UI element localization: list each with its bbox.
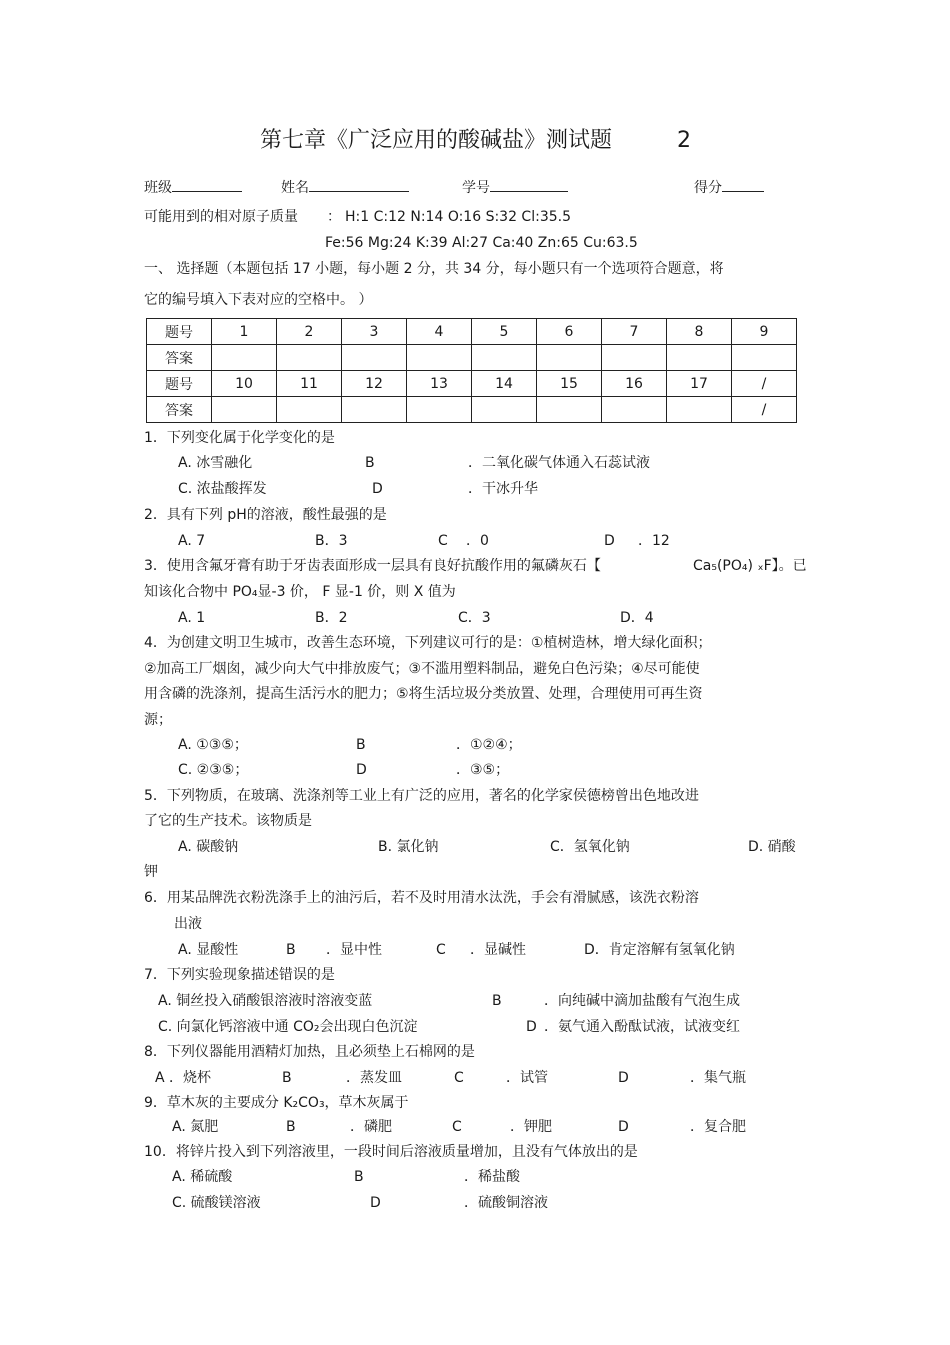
answer-cell[interactable] [342, 397, 407, 423]
student-id-label: 学号 [462, 180, 490, 196]
q4-option-a[interactable]: A. ①③⑤； [178, 737, 248, 753]
q6-stem-line2: 出液 [174, 916, 202, 932]
q6-option-c-letter[interactable]: C [436, 942, 446, 958]
q3-formula: Ca₅(PO₄) ₓF】。已 [693, 558, 807, 574]
q9-stem: 9．草木灰的主要成分 K₂CO₃，草木灰属于 [144, 1095, 409, 1111]
q2-option-b[interactable]: B．3 [315, 533, 348, 549]
question-number-cell: 9 [732, 319, 797, 345]
q6-option-b-letter[interactable]: B [286, 942, 296, 958]
q3-stem-line1: 3．使用含氟牙膏有助于牙齿表面形成一层具有良好抗酸作用的氟磷灰石【 [144, 558, 601, 574]
answer-cell-slash: / [732, 397, 797, 423]
q7-option-b-letter[interactable]: B [492, 993, 502, 1009]
q6-option-c[interactable]: ．显碱性 [470, 942, 526, 958]
q1-option-b-letter[interactable]: B [365, 455, 375, 471]
q2-stem: 2．具有下列 pH的溶液，酸性最强的是 [144, 507, 387, 523]
q1-option-a[interactable]: A. 冰雪融化 [178, 455, 253, 471]
q1-stem: 1．下列变化属于化学变化的是 [144, 430, 335, 446]
question-number-cell: 12 [342, 371, 407, 397]
q9-option-d[interactable]: ．复合肥 [690, 1119, 746, 1135]
student-id-blank[interactable] [490, 177, 568, 192]
answer-cell[interactable] [537, 345, 602, 371]
q8-option-d-letter[interactable]: D [618, 1070, 629, 1086]
name-label: 姓名 [281, 180, 309, 196]
score-label: 得分 [694, 180, 722, 196]
question-number-cell: 4 [407, 319, 472, 345]
page-title: 第七章《广泛应用的酸碱盐》测试题 [260, 128, 613, 153]
q8-option-c-letter[interactable]: C [454, 1070, 464, 1086]
answer-cell[interactable] [472, 345, 537, 371]
section-heading-line1: 一、 选择题（本题包括 17 小题，每小题 2 分，共 34 分，每小题只有一个选项符合题意，将 [144, 261, 724, 277]
q10-option-c[interactable]: C. 硫酸镁溶液 [172, 1195, 261, 1211]
title-number: 2 [677, 128, 691, 153]
answer-cell[interactable] [277, 397, 342, 423]
question-number-cell: 2 [277, 319, 342, 345]
q9-option-d-letter[interactable]: D [618, 1119, 629, 1135]
q6-option-a[interactable]: A. 显酸性 [178, 942, 239, 958]
answer-cell[interactable] [212, 345, 277, 371]
name-field[interactable] [281, 177, 409, 197]
q4-option-b-letter[interactable]: B [356, 737, 366, 753]
q8-option-c[interactable]: ．试管 [506, 1070, 548, 1086]
answer-cell[interactable] [537, 397, 602, 423]
table-row [147, 397, 797, 423]
q5-stem-line1: 5．下列物质，在玻璃、洗涤剂等工业上有广泛的应用，著名的化学家侯德榜曾出色地改进 [144, 788, 699, 804]
q3-option-b[interactable]: B．2 [315, 610, 348, 626]
question-number-cell: 8 [667, 319, 732, 345]
q5-option-a[interactable]: A. 碳酸钠 [178, 839, 239, 855]
atomic-mass-colon: ： [327, 209, 341, 225]
q6-stem-line1: 6．用某品牌洗衣粉洗涤手上的油污后，若不及时用清水汰洗，手会有滑腻感，该洗衣粉溶 [144, 890, 699, 906]
q9-option-c-letter[interactable]: C [452, 1119, 462, 1135]
q4-option-c[interactable]: C. ②③⑤； [178, 762, 249, 778]
question-number-cell: 11 [277, 371, 342, 397]
name-blank[interactable] [309, 177, 409, 192]
answer-cell[interactable] [667, 345, 732, 371]
q5-option-d[interactable]: D. 硝酸 [748, 839, 796, 855]
score-field[interactable] [694, 177, 764, 197]
q2-option-d[interactable]: ．12 [638, 533, 670, 549]
q5-stem-line2: 了它的生产技术。该物质是 [144, 813, 312, 829]
q5-option-c[interactable]: C．氢氧化钠 [550, 839, 630, 855]
q1-option-c[interactable]: C. 浓盐酸挥发 [178, 481, 267, 497]
q10-option-b-letter[interactable]: B [354, 1169, 364, 1185]
question-number-cell: / [732, 371, 797, 397]
atomic-mass-label: 可能用到的相对原子质量 [144, 209, 298, 225]
q7-stem: 7．下列实验现象描述错误的是 [144, 967, 335, 983]
table-header-cell: 答案 [147, 397, 212, 423]
q9-option-b[interactable]: ．磷肥 [350, 1119, 392, 1135]
question-number-cell: 13 [407, 371, 472, 397]
q2-option-d-letter[interactable]: D [604, 533, 615, 549]
q4-stem-line3: 用含磷的洗涤剂，提高生活污水的肥力；⑤将生活垃圾分类放置、处理，合理使用可再生资 [144, 686, 703, 702]
class-field[interactable] [144, 177, 242, 197]
q10-option-a[interactable]: A. 稀硫酸 [172, 1169, 233, 1185]
q1-option-b[interactable]: ．二氧化碳气体通入石蕊试液 [468, 455, 650, 471]
q4-stem-line2: ②加高工厂烟囱，减少向大气中排放废气；③不滥用塑料制品，避免白色污染；④尽可能使 [144, 661, 700, 677]
class-blank[interactable] [172, 177, 242, 192]
answer-cell[interactable] [407, 345, 472, 371]
q7-option-c[interactable]: C. 向氯化钙溶液中通 CO₂会出现白色沉淀 [158, 1019, 418, 1035]
q8-stem: 8．下列仪器能用酒精灯加热，且必须垫上石棉网的是 [144, 1044, 475, 1060]
class-label: 班级 [144, 180, 172, 196]
q2-option-c-letter[interactable]: C [438, 533, 448, 549]
table-header-cell: 答案 [147, 345, 212, 371]
answer-cell[interactable] [212, 397, 277, 423]
student-id-field[interactable] [462, 177, 568, 197]
section-heading-line2: 它的编号填入下表对应的空格中。 ） [144, 292, 373, 308]
q3-option-c[interactable]: C．3 [458, 610, 491, 626]
table-row [147, 371, 797, 397]
answer-cell[interactable] [342, 345, 407, 371]
table-header-cell: 题号 [147, 371, 212, 397]
question-number-cell: 17 [667, 371, 732, 397]
q10-option-d[interactable]: ．硫酸铜溶液 [464, 1195, 548, 1211]
question-number-cell: 15 [537, 371, 602, 397]
q1-option-d[interactable]: ．干冰升华 [468, 481, 538, 497]
q2-option-c[interactable]: ．0 [466, 533, 489, 549]
q4-stem-line1: 4．为创建文明卫生城市，改善生态环境，下列建议可行的是：①植树造林，增大绿化面积； [144, 635, 712, 651]
answer-cell[interactable] [602, 345, 667, 371]
q6-option-d[interactable]: D．肯定溶解有氢氧化钠 [584, 942, 735, 958]
question-number-cell: 1 [212, 319, 277, 345]
q4-option-d[interactable]: ．③⑤； [456, 762, 510, 778]
question-number-cell: 5 [472, 319, 537, 345]
q4-option-d-letter[interactable]: D [356, 762, 367, 778]
q4-option-b[interactable]: ．①②④； [456, 737, 522, 753]
q3-option-a[interactable]: A. 1 [178, 610, 206, 626]
q10-option-d-letter[interactable]: D [370, 1195, 381, 1211]
atomic-mass-line1: H:1 C:12 N:14 O:16 S:32 Cl:35.5 [345, 209, 571, 225]
q5-option-b[interactable]: B. 氯化钠 [378, 839, 439, 855]
q7-option-d-letter[interactable]: D [526, 1019, 537, 1035]
q1-option-d-letter[interactable]: D [372, 481, 383, 497]
question-number-cell: 14 [472, 371, 537, 397]
question-number-cell: 6 [537, 319, 602, 345]
q8-option-a[interactable]: A ．烧杯 [155, 1070, 212, 1086]
q9-option-b-letter[interactable]: B [286, 1119, 296, 1135]
q7-option-b[interactable]: ．向纯碱中滴加盐酸有气泡生成 [544, 993, 740, 1009]
atomic-mass-line2: Fe:56 Mg:24 K:39 Al:27 Ca:40 Zn:65 Cu:63.5 [325, 235, 638, 251]
answer-cell[interactable] [472, 397, 537, 423]
q7-option-d[interactable]: ．氨气通入酚酞试液，试液变红 [544, 1019, 740, 1035]
table-row [147, 345, 797, 371]
q9-option-c[interactable]: ．钾肥 [510, 1119, 552, 1135]
answer-cell[interactable] [667, 397, 732, 423]
answer-table [146, 318, 797, 423]
answer-cell[interactable] [732, 345, 797, 371]
q3-option-d[interactable]: D．4 [620, 610, 654, 626]
question-number-cell: 16 [602, 371, 667, 397]
q6-option-b[interactable]: ．显中性 [326, 942, 382, 958]
q9-option-a[interactable]: A. 氮肥 [172, 1119, 219, 1135]
table-row [147, 319, 797, 345]
score-blank[interactable] [722, 177, 764, 192]
table-header-cell: 题号 [147, 319, 212, 345]
q7-option-a[interactable]: A. 铜丝投入硝酸银溶液时溶液变蓝 [158, 993, 373, 1009]
q4-stem-line4: 源； [144, 712, 172, 728]
q10-option-b[interactable]: ．稀盐酸 [464, 1169, 520, 1185]
question-number-cell: 7 [602, 319, 667, 345]
q3-stem-line2: 知该化合物中 PO₄显-3 价， F 显-1 价，则 X 值为 [144, 584, 456, 600]
question-number-cell: 10 [212, 371, 277, 397]
question-number-cell: 3 [342, 319, 407, 345]
q8-option-d[interactable]: ．集气瓶 [690, 1070, 746, 1086]
q10-stem: 10．将锌片投入到下列溶液里，一段时间后溶液质量增加，且没有气体放出的是 [144, 1144, 638, 1160]
answer-cell[interactable] [407, 397, 472, 423]
answer-cell[interactable] [602, 397, 667, 423]
q5-option-d-cont[interactable]: 钾 [144, 864, 158, 880]
q2-option-a[interactable]: A. 7 [178, 533, 206, 549]
q8-option-b[interactable]: ．蒸发皿 [346, 1070, 402, 1086]
answer-cell[interactable] [277, 345, 342, 371]
q8-option-b-letter[interactable]: B [282, 1070, 292, 1086]
